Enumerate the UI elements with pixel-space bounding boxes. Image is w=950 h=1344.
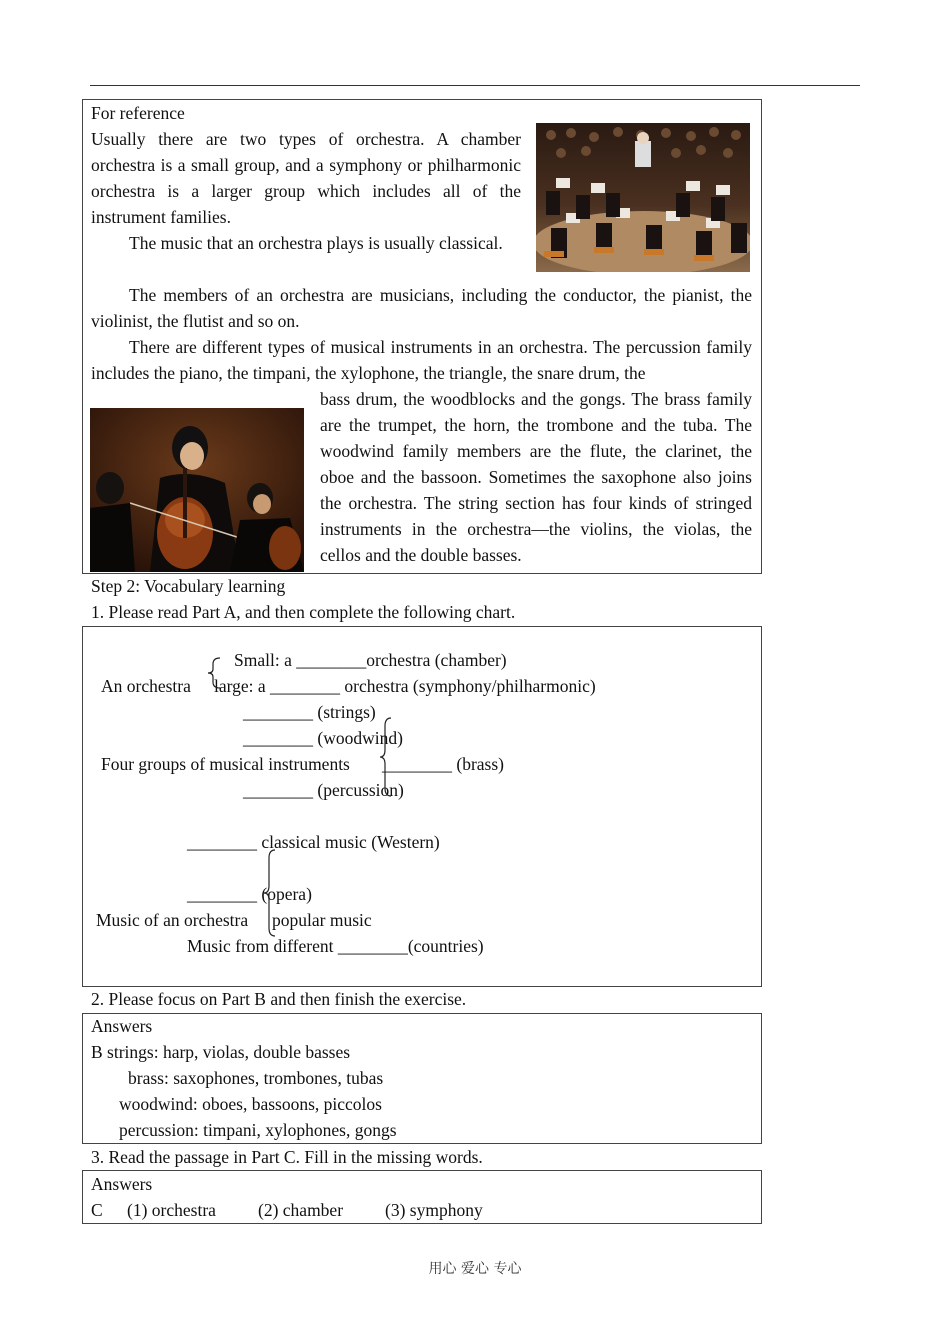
- answers-c-label: Answers: [91, 1174, 153, 1194]
- chart-an-orchestra: An orchestra: [101, 676, 191, 696]
- header-rule: [90, 85, 860, 86]
- chart-percussion: ________ (percussion): [243, 780, 404, 800]
- answers-b-label: Answers: [91, 1016, 153, 1036]
- chart-large: large: a ________ orchestra (symphony/philharmonic): [214, 676, 596, 696]
- chart-popular: popular music: [272, 910, 372, 930]
- task1-instruction: 1. Please read Part A, and then complete the following chart.: [91, 602, 516, 622]
- answers-b-woodwind: woodwind: oboes, bassoons, piccolos: [119, 1094, 382, 1114]
- reference-paragraph-4a: [91, 334, 752, 386]
- answers-b-percussion: percussion: timpani, xylophones, gongs: [119, 1120, 397, 1140]
- brace-instrument-groups: [377, 716, 397, 798]
- chart-music-of: Music of an orchestra: [96, 910, 249, 930]
- brace-orchestra-types: [204, 656, 224, 690]
- reference-heading: For reference: [91, 103, 185, 123]
- chart-opera: ________ (opera): [187, 884, 312, 904]
- chart-classical: ________ classical music (Western): [187, 832, 440, 852]
- task3-instruction: 3. Read the passage in Part C. Fill in the missing words.: [91, 1147, 483, 1167]
- answers-c-letter: C: [91, 1200, 103, 1220]
- reference-paragraph-3-text: The members of an orchestra are musicians, including the conductor, the pianist, the violinist, the flutist and so on.: [91, 285, 752, 331]
- task2-instruction: 2. Please focus on Part B and then finish the exercise.: [91, 989, 467, 1009]
- chart-four-groups: Four groups of musical instruments: [101, 754, 350, 774]
- answers-b-strings: B strings: harp, violas, double basses: [91, 1042, 351, 1062]
- answers-b-brass: brass: saxophones, trombones, tubas: [128, 1068, 384, 1088]
- chart-woodwind: ________ (woodwind): [243, 728, 403, 748]
- step2-title: Step 2: Vocabulary learning: [91, 576, 286, 596]
- chart-brass: ________ (brass): [382, 754, 504, 774]
- reference-paragraph-1: Usually there are two types of orchestra. A chamber orchestra is a small group, and a symphony or philharmonic orchestra is a larger group which includes all of the instrument families.: [91, 129, 521, 227]
- brace-music-types: [260, 848, 280, 938]
- reference-paragraph-4a-text: There are different types of musical instruments in an orchestra. The percussion family includes the piano, the timpani, the xylophone, the triangle, the snare drum, the: [91, 337, 752, 383]
- reference-paragraph-4b: bass drum, the woodblocks and the gongs. The brass family are the trumpet, the horn, the trombone and the tuba. The woodwind family members are the flute, the clarinet, the oboe and the bassoon. Sometimes the saxophone also joins the orchestra. The string section has four kinds of stringed instruments in the orchestra—the violins, the violas, the cellos and the double basses.: [320, 389, 752, 565]
- answers-c-3: (3) symphony: [385, 1200, 483, 1220]
- chart-small: Small: a ________orchestra (chamber): [234, 650, 507, 670]
- reference-paragraph-3: [91, 282, 752, 334]
- reference-paragraph-2-text: The music that an orchestra plays is usually classical.: [129, 233, 503, 253]
- chart-strings: ________ (strings): [243, 702, 376, 722]
- answers-c-1: (1) orchestra: [127, 1200, 216, 1220]
- orchestra-concert-photo: [536, 123, 750, 272]
- page-footer: 用心 爱心 专心: [428, 1261, 522, 1277]
- cello-players-photo: [90, 408, 304, 572]
- chart-countries: Music from different ________(countries): [187, 936, 484, 956]
- answers-c-2: (2) chamber: [258, 1200, 344, 1220]
- reference-paragraph-2: [91, 230, 521, 256]
